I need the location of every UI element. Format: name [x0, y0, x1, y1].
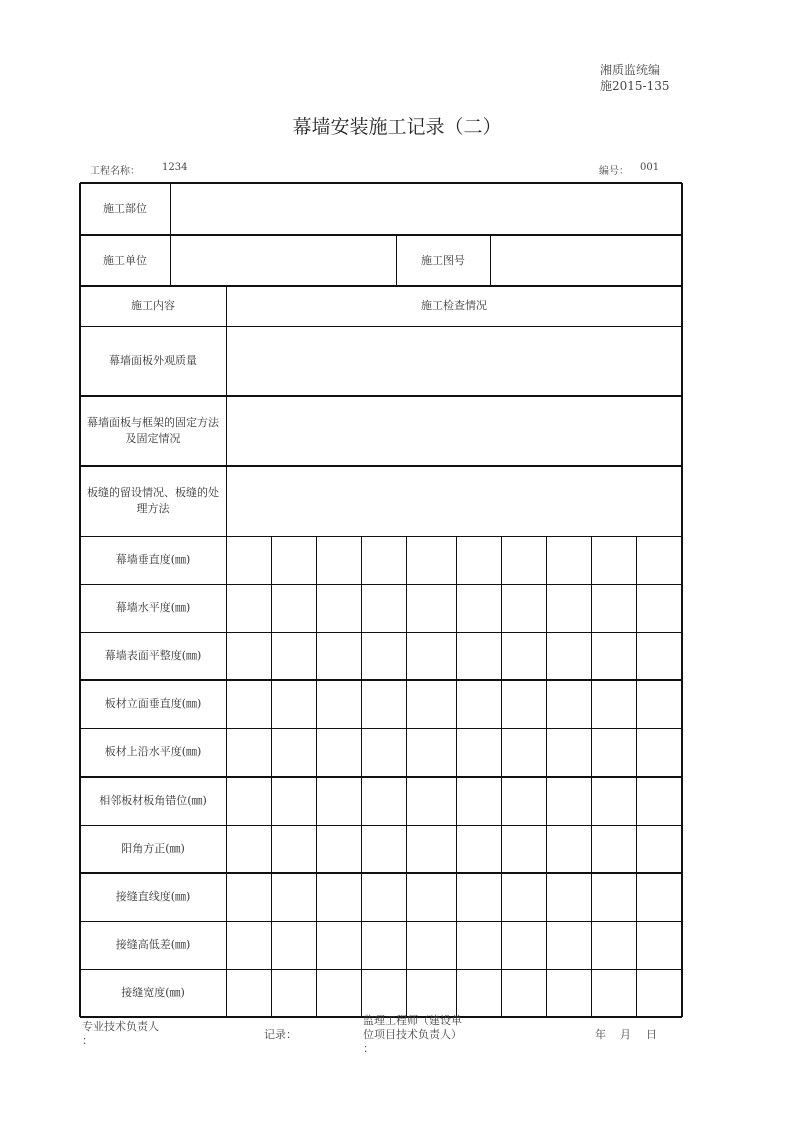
- supervisor-label-line2: 位项目技术负责人）: [363, 1028, 462, 1041]
- measurement-cell[interactable]: [226, 728, 271, 776]
- measurement-cell[interactable]: [226, 680, 271, 728]
- measurement-cell[interactable]: [271, 680, 316, 728]
- measurement-cell[interactable]: [316, 777, 361, 825]
- construction-unit-field[interactable]: [170, 235, 396, 286]
- measurement-cell[interactable]: [456, 680, 501, 728]
- inspection-item-label: 幕墙面板与框架的固定方法及固定情况: [87, 416, 219, 445]
- measurement-cell[interactable]: [361, 969, 406, 1017]
- measurement-item-label: 相邻板材板角错位(㎜): [99, 794, 207, 807]
- record-number-value: 001: [640, 162, 660, 173]
- measurement-cell[interactable]: [501, 921, 546, 969]
- measurement-cell[interactable]: [271, 777, 316, 825]
- supervisor-colon: ：: [363, 1042, 374, 1055]
- measurement-cell[interactable]: [456, 969, 501, 1017]
- inspection-item-field[interactable]: [226, 326, 682, 396]
- measurement-cell[interactable]: [316, 728, 361, 776]
- measurement-cell[interactable]: [406, 680, 456, 728]
- measurement-cell[interactable]: [271, 536, 316, 584]
- measurement-cell[interactable]: [501, 680, 546, 728]
- measurement-cell[interactable]: [316, 680, 361, 728]
- measurement-cell[interactable]: [636, 584, 682, 632]
- measurement-cell[interactable]: [636, 680, 682, 728]
- inspection-item-label: 板缝的留设情况、板缝的处理方法: [87, 486, 219, 515]
- drawing-number-label: 施工图号: [421, 253, 465, 267]
- measurement-cell[interactable]: [226, 969, 271, 1017]
- measurement-cell[interactable]: [271, 825, 316, 873]
- measurement-item-label: 板材立面垂直度(㎜): [104, 697, 202, 710]
- measurement-cell[interactable]: [406, 969, 456, 1017]
- measurement-cell[interactable]: [361, 536, 406, 584]
- measurement-cell[interactable]: [546, 873, 591, 921]
- measurement-cell[interactable]: [546, 728, 591, 776]
- date-month: 月: [620, 1028, 631, 1041]
- recorder-label: 记录：: [264, 1028, 297, 1041]
- measurement-cell[interactable]: [406, 825, 456, 873]
- measurement-cell[interactable]: [636, 969, 682, 1017]
- measurement-cell[interactable]: [456, 777, 501, 825]
- measurement-cell[interactable]: [636, 873, 682, 921]
- measurement-cell[interactable]: [591, 680, 636, 728]
- measurement-cell[interactable]: [456, 921, 501, 969]
- construction-part-label: 施工部位: [103, 202, 147, 215]
- measurement-cell[interactable]: [271, 873, 316, 921]
- measurement-cell[interactable]: [456, 584, 501, 632]
- measurement-cell[interactable]: [226, 777, 271, 825]
- measurement-cell[interactable]: [316, 536, 361, 584]
- project-name-value: 1234: [162, 162, 188, 173]
- measurement-cell[interactable]: [501, 584, 546, 632]
- measurement-cell[interactable]: [501, 873, 546, 921]
- measurement-cell[interactable]: [546, 921, 591, 969]
- measurement-cell[interactable]: [226, 873, 271, 921]
- inspection-item-field[interactable]: [226, 396, 682, 466]
- measurement-cell[interactable]: [591, 632, 636, 680]
- measurement-cell[interactable]: [546, 632, 591, 680]
- measurement-cell[interactable]: [406, 873, 456, 921]
- measurement-cell[interactable]: [456, 873, 501, 921]
- form-code-line2: 施2015-135: [600, 79, 670, 93]
- measurement-cell[interactable]: [361, 632, 406, 680]
- measurement-cell[interactable]: [226, 536, 271, 584]
- measurement-item-label: 阳角方正(㎜): [121, 842, 185, 855]
- measurement-cell[interactable]: [591, 536, 636, 584]
- measurement-cell[interactable]: [361, 825, 406, 873]
- measurement-cell[interactable]: [501, 536, 546, 584]
- supervisor-label-line1: 监理工程师（建设单: [363, 1014, 462, 1027]
- measurement-cell[interactable]: [546, 536, 591, 584]
- measurement-cell[interactable]: [316, 873, 361, 921]
- measurement-cell[interactable]: [456, 728, 501, 776]
- project-name-label: 工程名称：: [90, 166, 140, 177]
- measurement-cell[interactable]: [226, 632, 271, 680]
- measurement-cell[interactable]: [636, 728, 682, 776]
- measurement-cell[interactable]: [636, 921, 682, 969]
- measurement-cell[interactable]: [456, 632, 501, 680]
- measurement-cell[interactable]: [636, 777, 682, 825]
- tech-lead-label: 专业技术负责人: [82, 1020, 159, 1033]
- measurement-cell[interactable]: [271, 969, 316, 1017]
- supervisor-signature: [363, 1014, 462, 1056]
- measurement-cell[interactable]: [361, 728, 406, 776]
- measurement-cell[interactable]: [226, 825, 271, 873]
- measurement-cell[interactable]: [406, 921, 456, 969]
- form-code: [600, 62, 670, 94]
- measurement-cell[interactable]: [591, 584, 636, 632]
- measurement-cell[interactable]: [316, 825, 361, 873]
- measurement-cell[interactable]: [546, 777, 591, 825]
- measurement-cell[interactable]: [501, 728, 546, 776]
- measurement-cell[interactable]: [361, 584, 406, 632]
- measurement-cell[interactable]: [456, 825, 501, 873]
- measurement-cell[interactable]: [406, 728, 456, 776]
- measurement-cell[interactable]: [271, 632, 316, 680]
- measurement-cell[interactable]: [361, 777, 406, 825]
- measurement-cell[interactable]: [591, 969, 636, 1017]
- measurement-cell[interactable]: [501, 969, 546, 1017]
- measurement-cell[interactable]: [636, 536, 682, 584]
- measurement-cell[interactable]: [271, 584, 316, 632]
- form-code-line1: 湘质监统编: [600, 63, 661, 77]
- measurement-item-label: 接缝直线度(㎜): [115, 890, 191, 903]
- measurement-cell[interactable]: [406, 536, 456, 584]
- measurement-cell[interactable]: [591, 825, 636, 873]
- measurement-cell[interactable]: [546, 584, 591, 632]
- measurement-item-label: 幕墙垂直度(㎜): [115, 553, 191, 566]
- measurement-cell[interactable]: [271, 921, 316, 969]
- construction-part-field[interactable]: [170, 183, 682, 235]
- measurement-cell[interactable]: [406, 777, 456, 825]
- measurement-cell[interactable]: [501, 777, 546, 825]
- measurement-cell[interactable]: [316, 584, 361, 632]
- measurement-cell[interactable]: [361, 680, 406, 728]
- page-title: 幕墙安装施工记录（二）: [292, 116, 502, 138]
- measurement-cell[interactable]: [361, 921, 406, 969]
- measurement-cell[interactable]: [591, 777, 636, 825]
- inspection-item-field[interactable]: [226, 466, 682, 536]
- measurement-cell[interactable]: [501, 825, 546, 873]
- check-column-header: 施工检查情况: [421, 299, 487, 312]
- measurement-cell[interactable]: [546, 680, 591, 728]
- measurement-cell[interactable]: [591, 873, 636, 921]
- measurement-cell[interactable]: [226, 584, 271, 632]
- measurement-cell[interactable]: [636, 632, 682, 680]
- measurement-cell[interactable]: [636, 825, 682, 873]
- measurement-cell[interactable]: [361, 873, 406, 921]
- construction-unit-label: 施工单位: [103, 253, 147, 267]
- measurement-cell[interactable]: [456, 536, 501, 584]
- measurement-cell[interactable]: [591, 921, 636, 969]
- record-form-table: [80, 183, 682, 1017]
- measurement-cell[interactable]: [316, 632, 361, 680]
- measurement-cell[interactable]: [226, 921, 271, 969]
- measurement-cell[interactable]: [501, 632, 546, 680]
- tech-lead-colon: ：: [82, 1034, 93, 1047]
- measurement-cell[interactable]: [271, 728, 316, 776]
- measurement-cell[interactable]: [316, 969, 361, 1017]
- measurement-item-label: 幕墙表面平整度(㎜): [104, 649, 202, 662]
- inspection-item-label: 幕墙面板外观质量: [109, 354, 197, 367]
- record-number-label: 编号：: [599, 166, 629, 177]
- measurement-cell[interactable]: [406, 632, 456, 680]
- measurement-item-label: 接缝宽度(㎜): [121, 986, 185, 999]
- measurement-item-label: 板材上沿水平度(㎜): [104, 745, 202, 758]
- drawing-number-field[interactable]: [490, 235, 682, 286]
- measurement-cell[interactable]: [591, 728, 636, 776]
- date-year: 年: [595, 1028, 606, 1041]
- measurement-cell[interactable]: [546, 825, 591, 873]
- measurement-item-label: 接缝高低差(㎜): [115, 938, 191, 951]
- measurement-cell[interactable]: [406, 584, 456, 632]
- measurement-cell[interactable]: [316, 921, 361, 969]
- measurement-cell[interactable]: [546, 969, 591, 1017]
- measurement-item-label: 幕墙水平度(㎜): [115, 601, 191, 614]
- tech-lead-signature: [82, 1020, 159, 1048]
- content-column-header: 施工内容: [131, 299, 175, 312]
- date-day: 日: [646, 1028, 657, 1041]
